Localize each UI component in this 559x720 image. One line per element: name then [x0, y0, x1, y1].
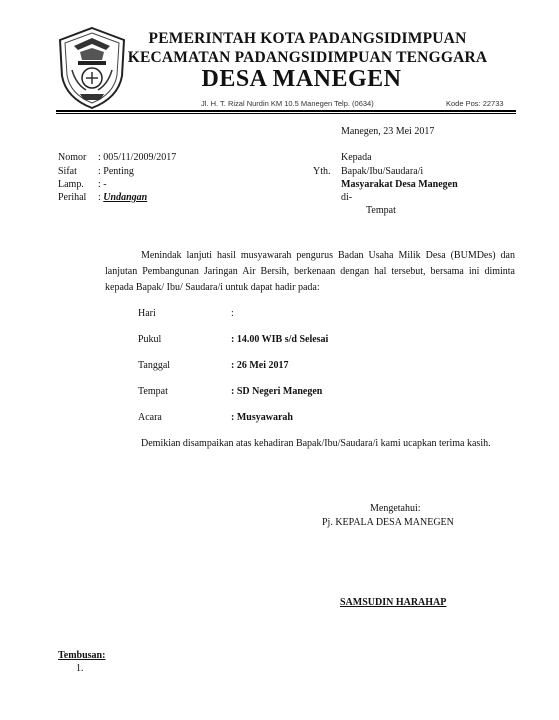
detail-label-acara: Acara [138, 412, 162, 423]
detail-label-tempat: Tempat [138, 386, 168, 397]
signature-acknowledged: Mengetahui: [370, 503, 421, 514]
detail-label-pukul: Pukul [138, 334, 162, 345]
meta-label-sifat: Sifat [58, 166, 77, 177]
detail-value-tanggal: : 26 Mei 2017 [231, 360, 289, 371]
detail-value-acara: : Musyawarah [231, 412, 293, 423]
perihal-colon: : [98, 192, 104, 203]
meta-label-lamp: Lamp. [58, 179, 84, 190]
detail-label-tanggal: Tanggal [138, 360, 171, 371]
letter-date: Manegen, 23 Mei 2017 [341, 126, 435, 137]
meta-value-lamp: : - [98, 179, 107, 190]
header-rule-thin [56, 113, 516, 114]
recipient-line1: Bapak/Ibu/Saudara/i [341, 166, 424, 177]
recipient-yth: Yth. [313, 166, 331, 177]
meta-value-sifat: : Penting [98, 166, 134, 177]
header-address: Jl. H. T. Rizal Nurdin KM 10.5 Manegen Telp. (0634) [201, 99, 374, 108]
detail-label-hari: Hari [138, 308, 156, 319]
cc-label: Tembusan: [58, 650, 106, 661]
header-postal-code: Kode Pos: 22733 [446, 99, 504, 108]
closing-paragraph: Demikian disampaikan atas kehadiran Bapak/Ibu/Saudara/i kami ucapkan terima kasih. [141, 438, 491, 449]
recipient-kepada: Kepada [341, 152, 372, 163]
signature-title: Pj. KEPALA DESA MANEGEN [322, 517, 454, 528]
detail-value-tempat: : SD Negeri Manegen [231, 386, 323, 397]
detail-value-hari: : [231, 308, 234, 319]
meta-label-perihal: Perihal [58, 192, 87, 203]
cc-item-1: 1. [76, 663, 84, 674]
header-government-line: PEMERINTAH KOTA PADANGSIDIMPUAN [148, 30, 467, 47]
recipient-line4: Tempat [366, 205, 396, 216]
header-rule-thick [56, 110, 516, 112]
body-intro-paragraph: Menindak lanjuti hasil musyawarah pengurus Badan Usaha Milik Desa (BUMDes) dan lanjutan Pembangunan Jaringan Air Bersih, berkenaan dengan hal tersebut, bersama ini diminta kepada Bapak/ Ibu/ Saudara/i untuk dapat hadir pada: [105, 250, 515, 293]
meta-value-perihal [98, 192, 147, 203]
meta-value-nomor: : 005/11/2009/2017 [98, 152, 177, 163]
header-village-title: DESA MANEGEN [201, 66, 402, 92]
header-district-line: KECAMATAN PADANGSIDIMPUAN TENGGARA [127, 49, 488, 66]
meta-label-nomor: Nomor [58, 152, 87, 163]
signature-name: SAMSUDIN HARAHAP [340, 597, 447, 608]
recipient-line2: Masyarakat Desa Manegen [341, 179, 458, 190]
detail-value-pukul: : 14.00 WIB s/d Selesai [231, 334, 329, 345]
recipient-line3: di- [341, 192, 353, 203]
perihal-subject: Undangan [103, 192, 148, 203]
